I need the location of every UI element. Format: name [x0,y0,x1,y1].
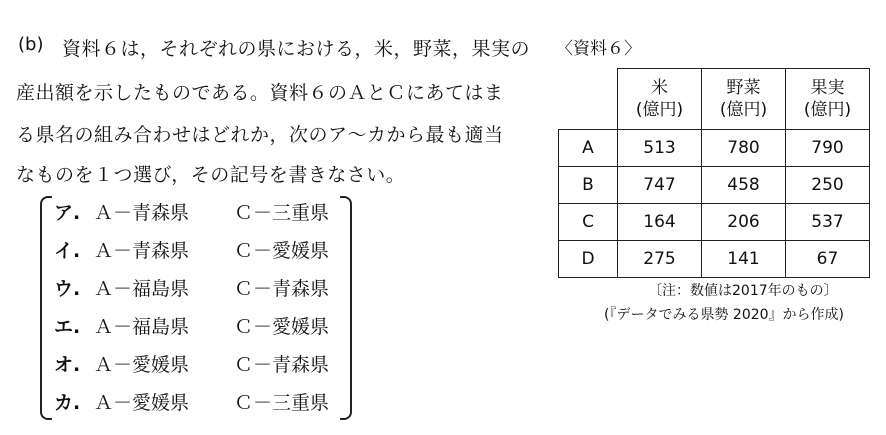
header-vegetables [702,69,786,130]
table-cell: 206 [702,204,786,241]
question-line-3: る県名の組み合わせはどれか，次のア～カから最も適当 [16,124,504,146]
table-caption: 〈資料６〉 [556,39,641,59]
choice-c-prefecture: Ｃ－三重県 [234,202,330,224]
table-corner [559,69,618,130]
choice-a-prefecture: Ａ－福島県 [94,316,190,338]
question-line-1: 資料６は，それぞれの県における，米，野菜，果実の [62,38,531,60]
data-table [558,68,870,278]
choice-mark: イ. [54,240,81,262]
header-unit: (億円) [803,100,852,120]
table-row [559,167,870,204]
header-name: 野菜 [726,78,761,98]
choice-c-prefecture: Ｃ－愛媛県 [234,316,330,338]
table-row [559,241,870,278]
header-fruit [786,69,870,130]
header-rice [618,69,702,130]
choice-mark: エ. [54,316,81,338]
table-cell: 67 [786,241,870,278]
choice-mark: カ. [54,392,81,414]
choice-mark: ア. [54,202,81,224]
table-cell: 141 [702,241,786,278]
row-label: D [559,241,618,278]
choice-c-prefecture: Ｃ－愛媛県 [234,240,330,262]
table-cell: 537 [786,204,870,241]
header-unit: (億円) [719,100,768,120]
choice-c-prefecture: Ｃ－三重県 [234,392,330,414]
choice-c-prefecture: Ｃ－青森県 [234,354,330,376]
table-cell: 790 [786,130,870,167]
question-line-4: なものを１つ選び，その記号を書きなさい。 [16,164,406,186]
table-cell: 458 [702,167,786,204]
choice-a-prefecture: Ａ－愛媛県 [94,392,190,414]
header-name: 果実 [810,78,845,98]
row-label: A [559,130,618,167]
table-cell: 513 [618,130,702,167]
choice-a-prefecture: Ａ－青森県 [94,202,190,224]
choice-mark: オ. [54,354,81,376]
table-cell: 250 [786,167,870,204]
choice-mark: ウ. [54,278,81,300]
question-line-2: 産出額を示したものである。資料６のＡとＣにあてはま [16,82,504,104]
choice-a-prefecture: Ａ－青森県 [94,240,190,262]
answer-choices [40,196,352,420]
choice-c-prefecture: Ｃ－青森県 [234,278,330,300]
table-cell: 275 [618,241,702,278]
choice-a-prefecture: Ａ－愛媛県 [94,354,190,376]
table-source: (『データでみる県勢 2020』から作成) [604,307,845,323]
row-label: B [559,167,618,204]
header-name: 米 [651,78,668,98]
header-unit: (億円) [635,100,684,120]
table-cell: 164 [618,204,702,241]
table-cell: 747 [618,167,702,204]
table-header-row [559,69,870,130]
table-cell: 780 [702,130,786,167]
table-row [559,130,870,167]
row-label: C [559,204,618,241]
right-bracket [340,196,352,420]
choice-a-prefecture: Ａ－福島県 [94,278,190,300]
left-bracket [40,196,52,420]
question-label: (b) [18,34,44,55]
table-note: 〔注：数値は2017年のもの〕 [648,283,838,299]
table-row [559,204,870,241]
